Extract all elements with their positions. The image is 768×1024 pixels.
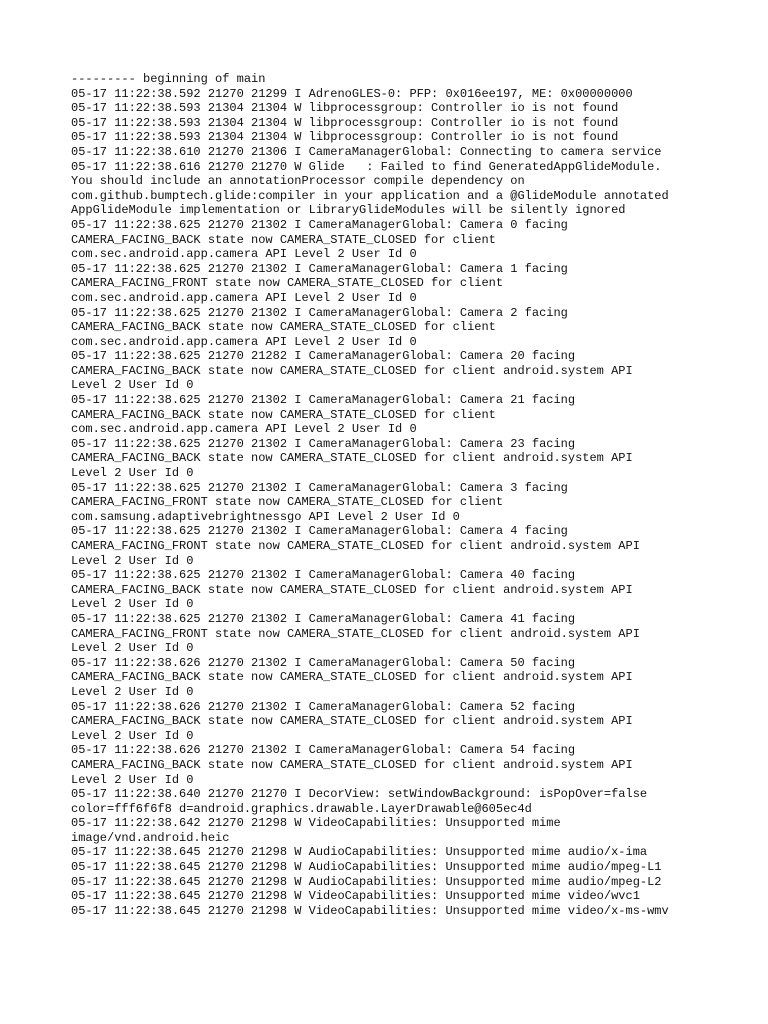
log-line: 05-17 11:22:38.640 21270 21270 I DecorView: setWindowBackground: isPopOver=false xyxy=(71,787,648,802)
log-line: com.samsung.adaptivebrightnessgo API Level 2 User Id 0 xyxy=(71,509,460,524)
log-line: 05-17 11:22:38.625 21270 21302 I CameraManagerGlobal: Camera 41 facing xyxy=(71,611,576,626)
log-line: 05-17 11:22:38.625 21270 21302 I CameraManagerGlobal: Camera 2 facing xyxy=(71,305,568,320)
log-line: Level 2 User Id 0 xyxy=(71,641,194,656)
log-line: Level 2 User Id 0 xyxy=(71,466,194,481)
log-line: 05-17 11:22:38.626 21270 21302 I CameraManagerGlobal: Camera 50 facing xyxy=(71,655,576,670)
log-line: 05-17 11:22:38.645 21270 21298 W AudioCapabilities: Unsupported mime audio/mpeg-L2 xyxy=(71,874,662,889)
log-line: 05-17 11:22:38.645 21270 21298 W AudioCapabilities: Unsupported mime audio/mpeg-L1 xyxy=(71,860,662,875)
log-line: 05-17 11:22:38.593 21304 21304 W libprocessgroup: Controller io is not found xyxy=(71,130,619,145)
log-line: 05-17 11:22:38.642 21270 21298 W VideoCapabilities: Unsupported mime xyxy=(71,816,561,831)
log-line: CAMERA_FACING_FRONT state now CAMERA_STATE_CLOSED for client xyxy=(71,276,504,291)
log-line: CAMERA_FACING_FRONT state now CAMERA_STATE_CLOSED for client xyxy=(71,495,504,510)
log-line: Level 2 User Id 0 xyxy=(71,772,194,787)
log-line: com.sec.android.app.camera API Level 2 User Id 0 xyxy=(71,334,417,349)
log-line: 05-17 11:22:38.610 21270 21306 I CameraManagerGlobal: Connecting to camera service xyxy=(71,144,662,159)
log-line: 05-17 11:22:38.625 21270 21302 I CameraManagerGlobal: Camera 40 facing xyxy=(71,568,576,583)
log-line: CAMERA_FACING_BACK state now CAMERA_STATE_CLOSED for client android.system API xyxy=(71,363,633,378)
log-line: CAMERA_FACING_BACK state now CAMERA_STATE_CLOSED for client xyxy=(71,320,496,335)
log-line: 05-17 11:22:38.625 21270 21302 I CameraManagerGlobal: Camera 23 facing xyxy=(71,436,576,451)
log-line: 05-17 11:22:38.616 21270 21270 W Glide : Failed to find GeneratedAppGlideModule. xyxy=(71,159,662,174)
log-line: 05-17 11:22:38.645 21270 21298 W AudioCapabilities: Unsupported mime audio/x-ima xyxy=(71,845,648,860)
log-line: 05-17 11:22:38.625 21270 21282 I CameraManagerGlobal: Camera 20 facing xyxy=(71,349,576,364)
log-line: 05-17 11:22:38.645 21270 21298 W VideoCapabilities: Unsupported mime video/x-ms-wmv xyxy=(71,903,669,918)
log-line: Level 2 User Id 0 xyxy=(71,728,194,743)
log-line: You should include an annotationProcessor compile dependency on xyxy=(71,174,525,189)
log-line: Level 2 User Id 0 xyxy=(71,378,194,393)
log-line: com.github.bumptech.glide:compiler in your application and a @GlideModule annotated xyxy=(71,188,669,203)
log-line: CAMERA_FACING_BACK state now CAMERA_STATE_CLOSED for client android.system API xyxy=(71,451,633,466)
log-line: image/vnd.android.heic xyxy=(71,830,230,845)
log-line: Level 2 User Id 0 xyxy=(71,597,194,612)
log-line: CAMERA_FACING_BACK state now CAMERA_STATE_CLOSED for client android.system API xyxy=(71,582,633,597)
log-line: CAMERA_FACING_BACK state now CAMERA_STATE_CLOSED for client android.system API xyxy=(71,670,633,685)
log-line: CAMERA_FACING_BACK state now CAMERA_STATE_CLOSED for client android.system API xyxy=(71,714,633,729)
log-line: 05-17 11:22:38.593 21304 21304 W libprocessgroup: Controller io is not found xyxy=(71,101,619,116)
log-line: 05-17 11:22:38.592 21270 21299 I AdrenoGLES-0: PFP: 0x016ee197, ME: 0x00000000 xyxy=(71,86,633,101)
log-line: 05-17 11:22:38.625 21270 21302 I CameraManagerGlobal: Camera 4 facing xyxy=(71,524,568,539)
log-line: 05-17 11:22:38.626 21270 21302 I CameraManagerGlobal: Camera 54 facing xyxy=(71,743,576,758)
log-line: 05-17 11:22:38.626 21270 21302 I CameraManagerGlobal: Camera 52 facing xyxy=(71,699,576,714)
log-line: 05-17 11:22:38.625 21270 21302 I CameraManagerGlobal: Camera 0 facing xyxy=(71,217,568,232)
log-line: com.sec.android.app.camera API Level 2 User Id 0 xyxy=(71,247,417,262)
log-line: AppGlideModule implementation or LibraryGlideModules will be silently ignored xyxy=(71,203,626,218)
log-line: 05-17 11:22:38.625 21270 21302 I CameraManagerGlobal: Camera 1 facing xyxy=(71,261,568,276)
log-line: CAMERA_FACING_FRONT state now CAMERA_STATE_CLOSED for client android.system API xyxy=(71,539,640,553)
log-line: 05-17 11:22:38.625 21270 21302 I CameraManagerGlobal: Camera 3 facing xyxy=(71,480,568,495)
log-line: Level 2 User Id 0 xyxy=(71,684,194,699)
log-line: com.sec.android.app.camera API Level 2 User Id 0 xyxy=(71,290,417,305)
log-line: CAMERA_FACING_BACK state now CAMERA_STATE_CLOSED for client android.system API xyxy=(71,757,633,772)
log-line: CAMERA_FACING_BACK state now CAMERA_STATE_CLOSED for client xyxy=(71,232,496,247)
log-line: 05-17 11:22:38.593 21304 21304 W libprocessgroup: Controller io is not found xyxy=(71,115,619,130)
log-line: color=fff6f6f8 d=android.graphics.drawable.LayerDrawable@605ec4d xyxy=(71,801,532,816)
log-line: --------- beginning of main xyxy=(71,72,266,86)
log-line: 05-17 11:22:38.645 21270 21298 W VideoCapabilities: Unsupported mime video/wvc1 xyxy=(71,889,640,904)
log-line: com.sec.android.app.camera API Level 2 User Id 0 xyxy=(71,422,417,437)
log-line: Level 2 User Id 0 xyxy=(71,553,194,568)
log-line: 05-17 11:22:38.625 21270 21302 I CameraManagerGlobal: Camera 21 facing xyxy=(71,393,576,408)
log-text-block xyxy=(71,72,711,918)
log-line: CAMERA_FACING_FRONT state now CAMERA_STATE_CLOSED for client android.system API xyxy=(71,626,640,641)
log-line: CAMERA_FACING_BACK state now CAMERA_STATE_CLOSED for client xyxy=(71,407,496,422)
